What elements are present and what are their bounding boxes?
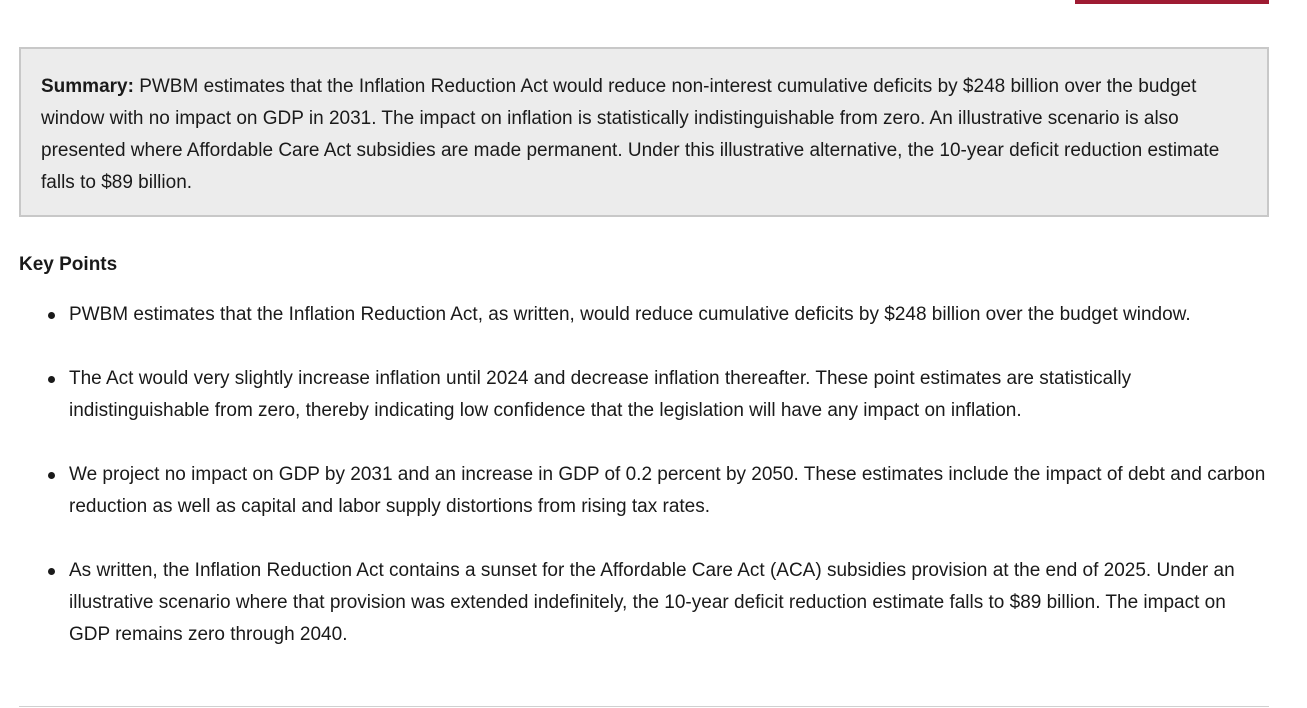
key-point-text: PWBM estimates that the Inflation Reduction Act, as written, would reduce cumulative deficits by $248 billion over the budget window. [69, 304, 1191, 325]
key-points-list [19, 299, 1269, 683]
key-point-item [19, 363, 1269, 427]
key-point-text: The Act would very slightly increase inflation until 2024 and decrease inflation thereafter. These point estimates are statistically indistinguishable from zero, thereby indicating low confidence that the legislation will have any impact on inflation. [69, 368, 1132, 421]
summary-text: PWBM estimates that the Inflation Reduction Act would reduce non-interest cumulative deficits by $248 billion over the budget window with no impact on GDP in 2031. The impact on inflation is statistically indistinguishable from zero. An illustrative scenario is also presented where Affordable Care Act subsidies are made permanent. Under this illustrative alternative, the 10-year deficit reduction estimate falls to $89 billion. [41, 76, 1220, 193]
summary-label: Summary: [41, 76, 134, 97]
summary-box [19, 47, 1269, 217]
key-point-text: We project no impact on GDP by 2031 and an increase in GDP of 0.2 percent by 2050. These estimates include the impact of debt and carbon reduction as well as capital and labor supply distortions from rising tax rates. [69, 464, 1266, 517]
bullet-icon [48, 472, 55, 479]
section-divider [19, 706, 1269, 707]
key-point-item [19, 555, 1269, 651]
bullet-icon [48, 568, 55, 575]
key-point-item [19, 459, 1269, 523]
header-accent-bar [1075, 0, 1269, 4]
key-point-item [19, 299, 1269, 331]
bullet-icon [48, 376, 55, 383]
bullet-icon [48, 312, 55, 319]
key-points-heading: Key Points [19, 254, 118, 275]
key-point-text: As written, the Inflation Reduction Act contains a sunset for the Affordable Care Act (ACA) subsidies provision at the end of 2025. Under an illustrative scenario where that provision was extended indefinitely, the 10-year deficit reduction estimate falls to $89 billion. The impact on GDP remains zero through 2040. [69, 560, 1235, 645]
